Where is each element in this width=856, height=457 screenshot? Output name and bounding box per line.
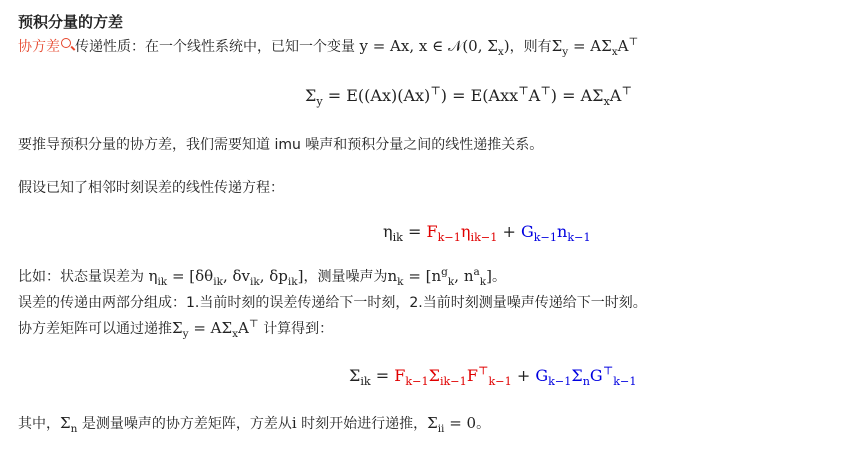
paragraph-recursion: 协方差矩阵可以通过递推$\Sigma_y = A\Sigma_xA^⊤$ 计算得到：	[18, 318, 334, 340]
equation-covariance-recursion: $\Sigma_{ik} = F_{k-1}\Sigma_{ik-1}F^⊤_{k-1} + G_{k-1}\Sigma_nG^⊤_{k-1}$	[349, 364, 637, 389]
math-eta: $\eta_{ik} = [\delta\theta_{ik}$, $\delta v_{ik}$, $\delta p_{ik}$]	[148, 267, 304, 288]
equation-sigma-y: $\Sigma_y = E((Ax)(Ax)^⊤) = E(Axx^⊤A^⊤) = A\Sigma_xA^⊤$	[305, 84, 632, 109]
math-sigma-y: $\Sigma_y = A\Sigma_xA^⊤$	[551, 36, 639, 58]
section-title: 预积分量的方差	[18, 13, 124, 31]
paragraph-assumption: 假设已知了相邻时刻误差的线性传递方程：	[18, 180, 284, 196]
paragraph-note: 其中，$\Sigma_n$ 是测量噪声的协方差矩阵，方差从i 时刻开始进行递推，$\Sigma_{ii} = 0$。	[18, 414, 491, 435]
equation-error-propagation: $\eta_{ik} = F_{k-1}\eta_{ik-1} + G_{k-1}n_{k-1}$	[383, 222, 591, 245]
paragraph-error-parts: 误差的传递由两部分组成：1.当前时刻的误差传递给下一时刻，2.当前时刻测量噪声传递给下一时刻。	[18, 295, 647, 311]
search-icon[interactable]	[61, 38, 71, 48]
p1-mid: ，则有	[509, 39, 552, 55]
math-noise: $n_k = [n^g_k$, $n^a_k$]	[387, 266, 492, 288]
paragraph-derivation: 要推导预积分量的协方差，我们需要知道 imu 噪声和预积分量之间的线性递推关系。	[18, 137, 544, 153]
p1-text: 传递性质：在一个线性系统中，已知一个变量	[75, 39, 355, 55]
math-linear-system: y = Ax, x ∈ 𝒩(0, $\Sigma_x$)	[359, 37, 510, 58]
math-i: i	[291, 414, 297, 432]
term-G: $G_{k-1}n_{k-1}$	[520, 222, 591, 245]
paragraph-covariance-property	[18, 36, 638, 56]
math-sigma-n: $\Sigma_n$	[60, 414, 78, 435]
paragraph-example: 比如：状态量误差为 $\eta_{ik} = [\delta\theta_{ik}$, $\delta v_{ik}$, $\delta p_{ik}$]，测量噪声为$n_k = [n^g_k$, $n^a_k$]。	[18, 266, 506, 288]
covariance-link[interactable]: 协方差	[18, 39, 60, 55]
term-F: $F_{k-1}\eta_{ik-1}$	[426, 222, 498, 245]
math-recursion: $\Sigma_y = A\Sigma_xA^⊤$	[172, 318, 259, 340]
math-sigma-ii: $\Sigma_{ii} = 0$	[427, 414, 477, 435]
